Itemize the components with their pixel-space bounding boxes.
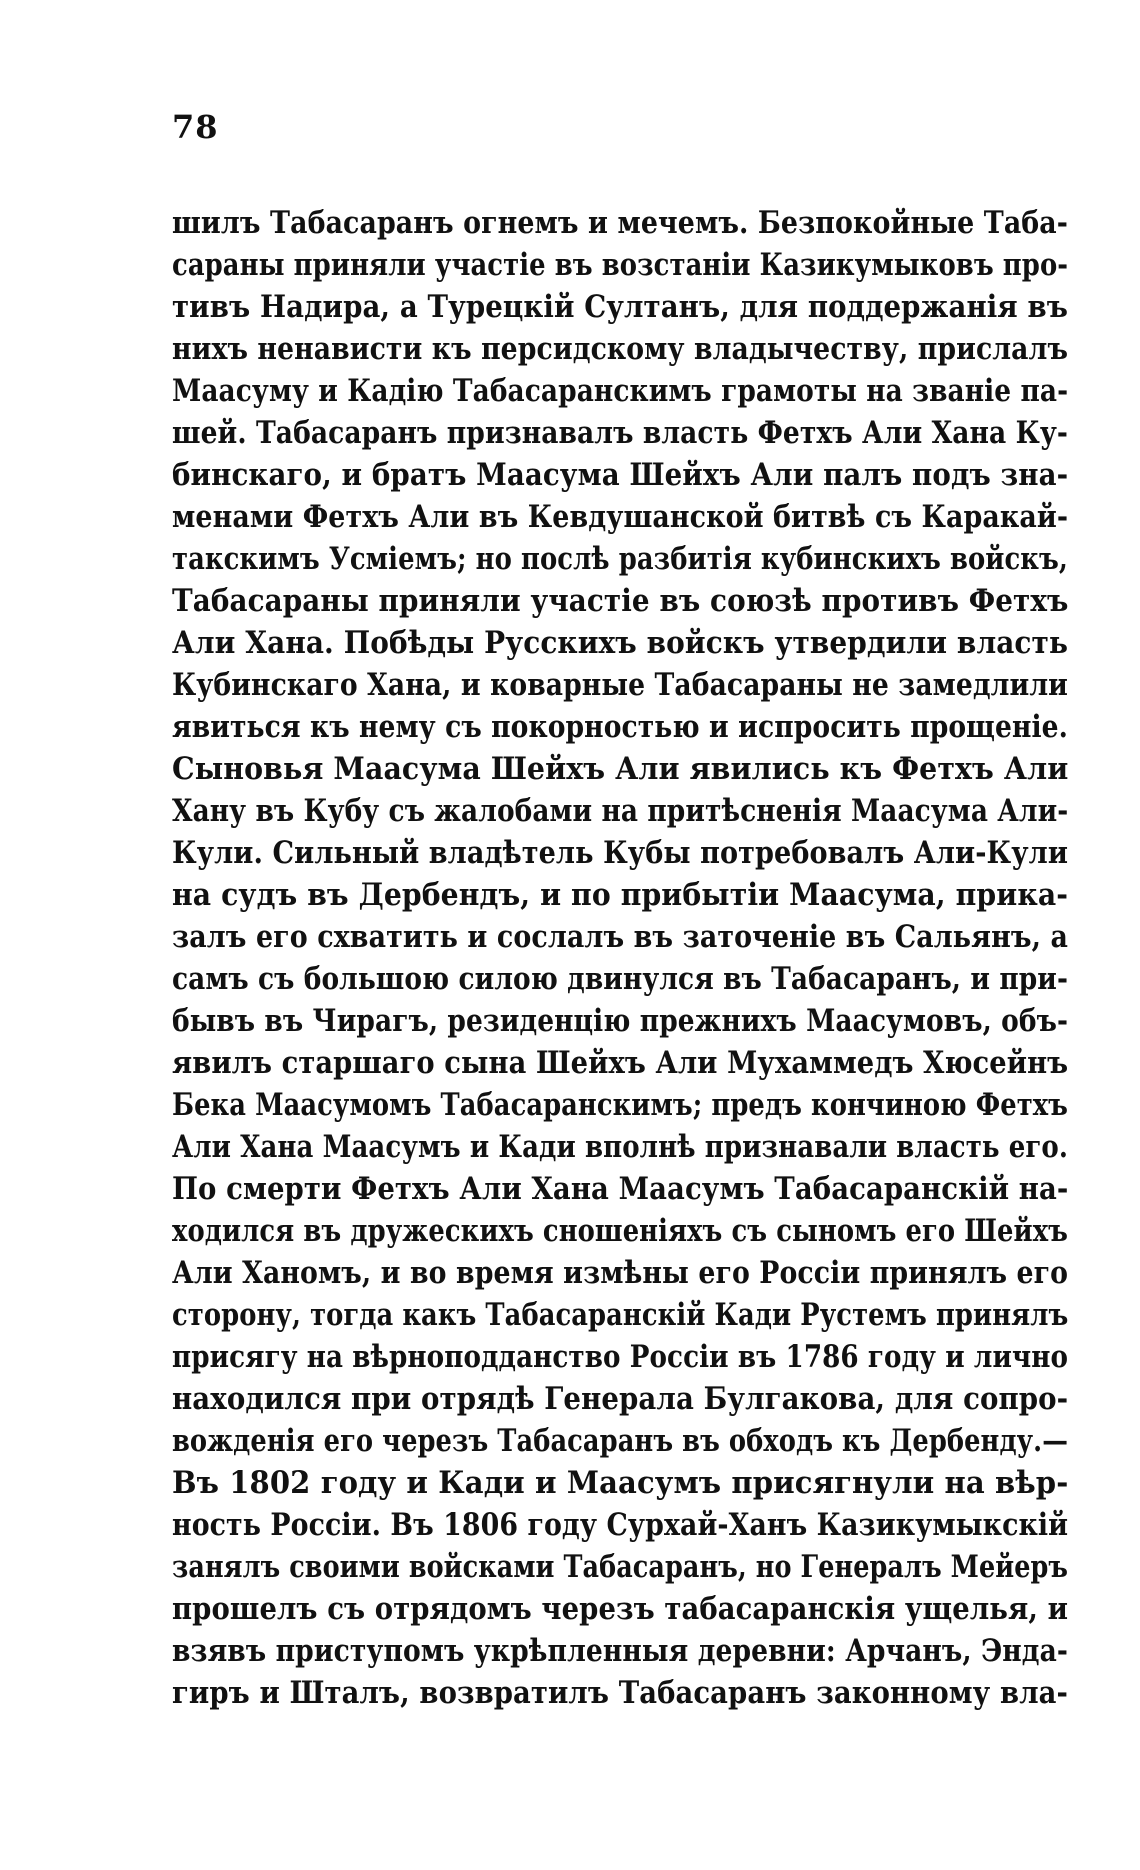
- text-line: присягу на вѣрноподданство Россіи въ 1786 году и лично: [172, 1339, 1068, 1375]
- text-line: шилъ Табасаранъ огнемъ и мечемъ. Безпокойные Таба-: [172, 205, 1068, 241]
- text-line: явиться къ нему съ покорностью и испросить прощеніе.: [172, 709, 1068, 745]
- text-line: Кули. Сильный владѣтель Кубы потребовалъ Али-Кули: [172, 835, 1068, 871]
- text-line: вожденія его черезъ Табасаранъ въ обходъ къ Дербенду.—: [172, 1423, 1068, 1459]
- text-line: прошелъ съ отрядомъ черезъ табасаранскія ущелья, и: [172, 1591, 1069, 1627]
- text-line: сараны приняли участіе въ возстаніи Казикумыковъ про-: [172, 247, 1069, 283]
- text-line: такскимъ Усміемъ; но послѣ разбитія кубинскихъ войскъ,: [172, 541, 1068, 577]
- text-line: бинскаго, и братъ Маасума Шейхъ Али палъ подъ зна-: [172, 457, 1069, 493]
- text-line: бывъ въ Чирагъ, резиденцію прежнихъ Маасумовъ, объ-: [172, 1003, 1068, 1039]
- page-number: 78: [172, 108, 219, 146]
- text-line: Али Ханомъ, и во время измѣны его Россіи принялъ его: [172, 1255, 1068, 1291]
- text-line: Али Хана Маасумъ и Кади вполнѣ признавали власть его.: [172, 1129, 1068, 1165]
- text-line: на судъ въ Дербендъ, и по прибытіи Маасума, прика-: [172, 877, 1069, 913]
- text-line: шей. Табасаранъ признавалъ власть Фетхъ Али Хана Ку-: [172, 415, 1068, 451]
- text-line: По смерти Фетхъ Али Хана Маасумъ Табасаранскій на-: [172, 1171, 1069, 1207]
- body-text: [172, 202, 1068, 1714]
- text-line: самъ съ большою силою двинулся въ Табасаранъ, и при-: [172, 961, 1068, 997]
- text-line: занялъ своими войсками Табасаранъ, но Генералъ Мейеръ: [172, 1549, 1069, 1585]
- text-line: Хану въ Кубу съ жалобами на притѣсненія Маасума Али-: [172, 793, 1069, 829]
- text-line: нихъ ненависти къ персидскому владычеству, прислалъ: [172, 331, 1069, 367]
- text-line: сторону, тогда какъ Табасаранскій Кади Рустемъ принялъ: [172, 1297, 1069, 1333]
- text-line: залъ его схватить и сослалъ въ заточеніе въ Сальянъ, а: [172, 919, 1068, 955]
- text-line: Въ 1802 году и Кади и Маасумъ присягнули на вѣр-: [172, 1465, 1069, 1501]
- text-line: Али Хана. Побѣды Русскихъ войскъ утвердили власть: [172, 625, 1068, 661]
- text-line: тивъ Надира, а Турецкій Султанъ, для поддержанія въ: [172, 289, 1068, 325]
- text-line: Сыновья Маасума Шейхъ Али явились къ Фетхъ Али: [172, 751, 1069, 787]
- text-line: Табасараны приняли участіе въ союзѣ противъ Фетхъ: [172, 583, 1069, 619]
- text-line: явилъ старшаго сына Шейхъ Али Мухаммедъ Хюсейнъ: [172, 1045, 1069, 1081]
- text-line: ность Россіи. Въ 1806 году Сурхай-Ханъ Казикумыкскій: [172, 1507, 1069, 1543]
- text-line: Бека Маасумомъ Табасаранскимъ; предъ кончиною Фетхъ: [172, 1087, 1068, 1123]
- text-line: менами Фетхъ Али въ Кевдушанской битвѣ съ Каракай-: [172, 499, 1069, 535]
- text-line: взявъ приступомъ укрѣпленныя деревни: Арчанъ, Энда-: [172, 1633, 1068, 1669]
- text-line: ходился въ дружескихъ сношеніяхъ съ сыномъ его Шейхъ: [172, 1213, 1068, 1249]
- text-line: гиръ и Шталъ, возвратилъ Табасаранъ законному вла-: [172, 1675, 1068, 1711]
- text-line: находился при отрядѣ Генерала Булгакова, для сопро-: [172, 1381, 1069, 1417]
- text-line: Кубинскаго Хана, и коварные Табасараны не замедлили: [172, 667, 1068, 703]
- text-line: Маасуму и Кадію Табасаранскимъ грамоты на званіе па-: [172, 373, 1069, 409]
